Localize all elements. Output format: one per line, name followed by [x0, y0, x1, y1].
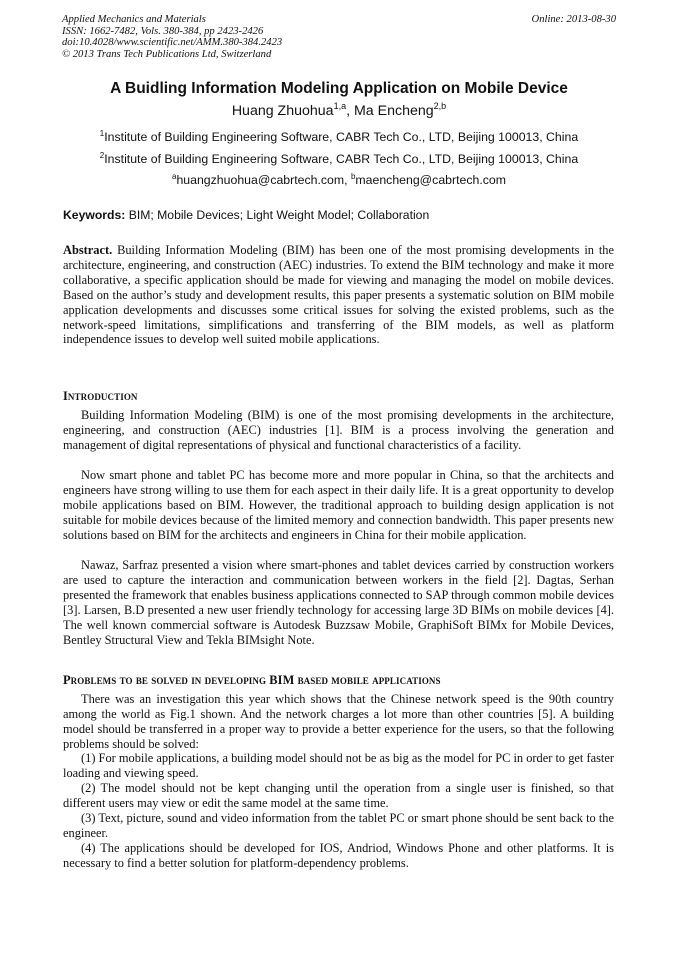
author-1: Huang Zhuohua: [231, 103, 334, 119]
abstract: [63, 243, 614, 347]
problem-item-3: (3) Text, picture, sound and video information from the tablet PC or smart phone should be sent back to the engineer.: [63, 811, 614, 840]
email-separator: ,: [344, 173, 351, 187]
problem-item-1: (1) For mobile applications, a building model should not be as big as the model for PC in order to get faster loading and viewing speed.: [63, 751, 614, 780]
author-1-superscript: 1,a: [333, 101, 347, 111]
author-2-superscript: 2,b: [433, 101, 447, 111]
affiliation-1-text: Institute of Building Engineering Software, CABR Tech Co., LTD, Beijing 100013, China: [104, 130, 579, 144]
doi-line: doi:10.4028/www.scientific.net/AMM.380-384.2423: [62, 37, 283, 49]
email-a-marker: a: [172, 172, 177, 181]
keywords: [63, 208, 429, 222]
author-2: Ma Encheng: [353, 103, 434, 119]
journal-header: [62, 14, 616, 60]
journal-name: Applied Mechanics and Materials: [62, 14, 206, 25]
affiliation-2-marker: 2: [99, 151, 105, 160]
issn-line: ISSN: 1662-7482, Vols. 380-384, pp 2423-2426: [62, 25, 264, 37]
abstract-label: Abstract.: [63, 243, 113, 257]
problems-heading: Problems to be solved in developing BIM based mobile applications: [63, 673, 441, 687]
problem-item-4: (4) The applications should be developed for IOS, Andriod, Windows Phone and other platforms. It is necessary to find a better solution for platform-dependency problems.: [63, 841, 614, 870]
paper-title: A Buidling Information Modeling Application on Mobile Device: [110, 80, 568, 97]
email-b[interactable]: maencheng@cabrtech.com: [355, 173, 506, 187]
affiliation-2-text: Institute of Building Engineering Software, CABR Tech Co., LTD, Beijing 100013, China: [104, 152, 579, 166]
problem-item-2: (2) The model should not be kept changing until the operation from a single user is finished, so that different users may view or edit the same model at the same time.: [63, 781, 614, 810]
keywords-text: BIM; Mobile Devices; Light Weight Model; Collaboration: [125, 208, 430, 222]
email-line: [0, 173, 678, 187]
problems-paragraph-1: There was an investigation this year which shows that the Chinese network speed is the 90th country among the world as Fig.1 shown. And the network charges a lot more than other countries [5]. A building model should be transferred in a proper way to provide a better experience for the users, so that the following problems should be solved:: [63, 692, 614, 751]
author-line: [0, 103, 678, 119]
intro-paragraph-1: Building Information Modeling (BIM) is one of the most promising developments in the architecture, engineering, and construction (AEC) industries [1]. BIM is a process involving the generation and management of digital representations of physical and functional characteristics of a facility.: [63, 408, 614, 452]
introduction-heading: Introduction: [63, 389, 138, 403]
intro-paragraph-3: Nawaz, Sarfraz presented a vision where smart-phones and tablet devices carried by construction workers are used to capture the interaction and communication between workers in the field [2]. Dagtas, Serhan presented the framework that enables business applications connected to SAP through common mobile devices [3]. Larsen, B.D presented a new user friendly technology for accessing large 3D BIMs on mobile devices [4]. The well known commercial software is Autodesk Buzzsaw Mobile, GraphiSoft BIMx for Mobile Devices, Bentley Structural View and Tekla BIMsight Note.: [63, 558, 614, 647]
email-b-marker: b: [350, 172, 356, 181]
intro-paragraph-2: Now smart phone and tablet PC has become more and more popular in China, so that the architects and engineers have strong willing to use them for each aspect in their daily life. It is a great opportunity to develop mobile applications based on BIM. However, the traditional approach to building design application is not suitable for mobile devices because of the limited memory and connection bandwidth. This paper presents new solutions based on BIM for the architects and engineers in China for their mobile application.: [63, 468, 614, 542]
keywords-label: Keywords:: [63, 208, 126, 222]
online-date: Online: 2013-08-30: [531, 14, 616, 25]
copyright-line: © 2013 Trans Tech Publications Ltd, Switzerland: [62, 48, 272, 60]
author-separator: ,: [346, 103, 354, 119]
affiliation-2: [0, 152, 678, 166]
email-a[interactable]: huangzhuohua@cabrtech.com: [176, 173, 345, 187]
abstract-text: Building Information Modeling (BIM) has been one of the most promising developments in the architecture, engineering, and construction (AEC) industries. To extend the BIM technology and make it more collaborative, a specific application should be made for viewing and managing the model on mobile devices. Based on the author’s study and development results, this paper presents a systematic solution on BIM mobile application developments and discusses some critical issues for solving the existed problems, such as the network-speed limitations, simplifications and transferring of the BIM models, as well as platform independence issues to develop well suited mobile applications.: [63, 243, 614, 347]
affiliation-1: [0, 130, 678, 144]
affiliation-1-marker: 1: [99, 129, 105, 138]
